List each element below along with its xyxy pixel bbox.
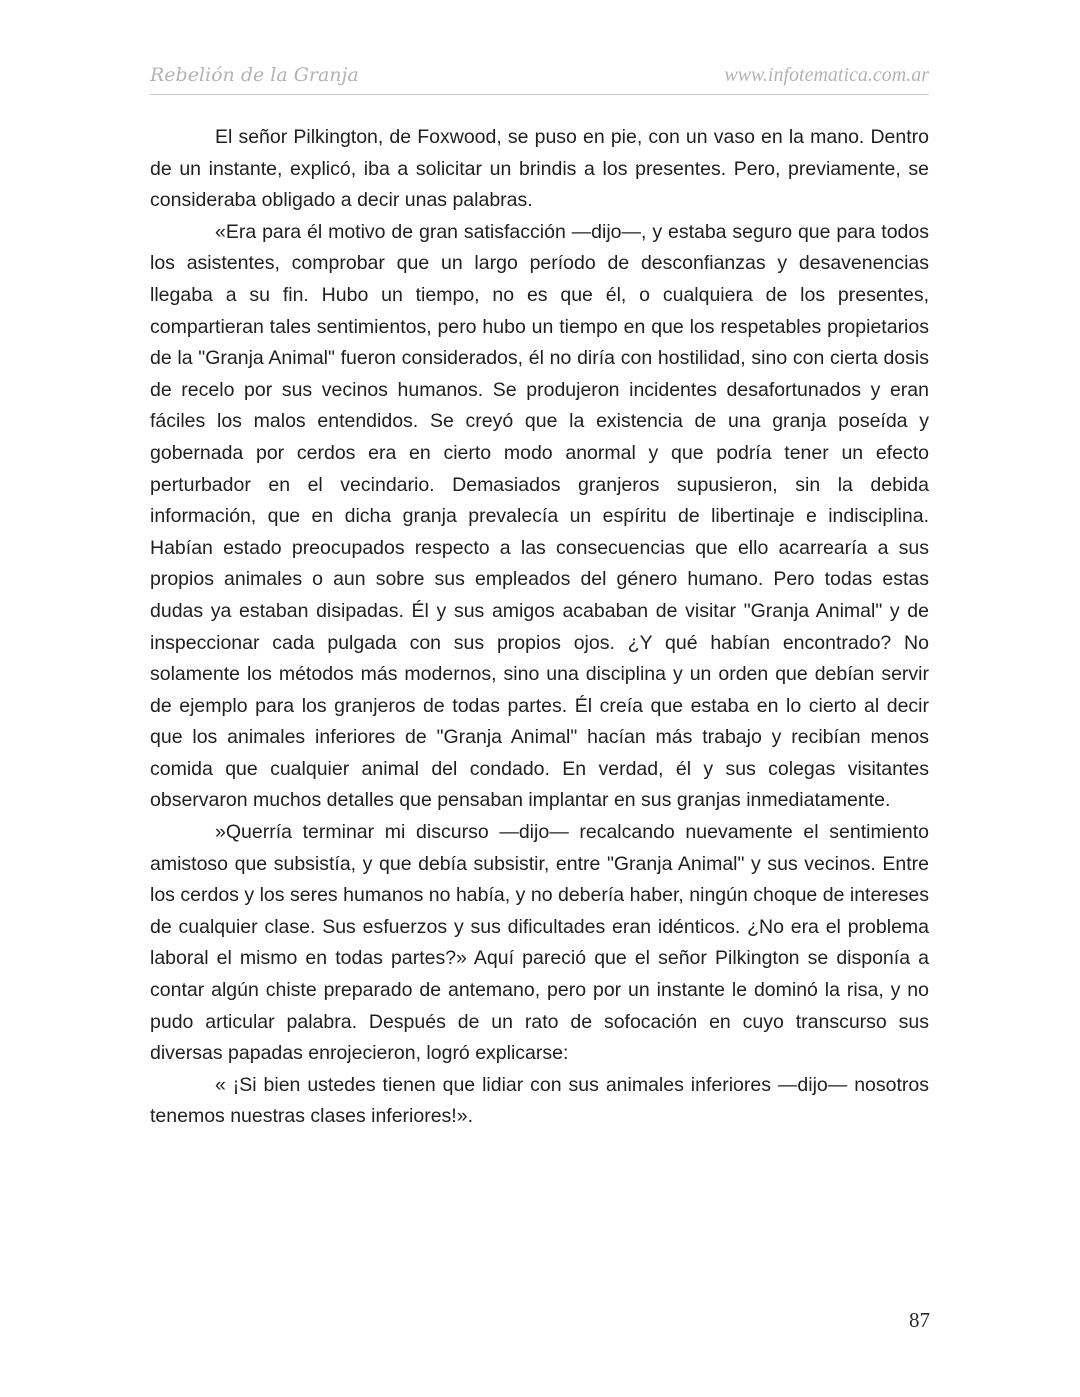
paragraph: «Era para él motivo de gran satisfacción —dijo—, y estaba seguro que para todos los asistentes, comprobar que un largo período de desconfianzas y desavenencias llegaba a su fin. Hubo un tiempo, no es que él, o cualquiera de los presentes, compartieran tales sentimientos, pero hubo un tiempo en que los respetables propietarios de la "Granja Animal" fueron considerados, él no diría con hostilidad, sino con cierta dosis de recelo por sus vecinos humanos. Se produjeron incidentes desafortunados y eran fáciles los malos entendidos. Se creyó que la existencia de una granja poseída y gobernada por cerdos era en cierto modo anormal y que podría tener un efecto perturbador en el vecindario. Demasiados granjeros supusieron, sin la debida información, que en dicha granja prevalecía un espíritu de libertinaje e indisciplina. Habían estado preocupados respecto a las consecuencias que ello acarrearía a sus propios animales o aun sobre sus empleados del género humano. Pero todas estas dudas ya estaban disipadas. Él y sus amigos acababan de visitar "Granja Animal" y de inspeccionar cada pulgada con sus propios ojos. ¿Y qué habían encontrado? No solamente los métodos más modernos, sino una disciplina y un orden que debían servir de ejemplo para los granjeros de todas partes. Él creía que estaba en lo cierto al decir que los animales inferiores de "Granja Animal" hacían más trabajo y recibían menos comida que cualquier animal del condado. En verdad, él y sus colegas visitantes observaron muchos detalles que pensaban implantar en sus granjas inmediatamente.: [150, 220, 929, 812]
page-number: 87: [909, 1308, 930, 1332]
paragraph: « ¡Si bien ustedes tienen que lidiar con sus animales inferiores —dijo— nosotros tenemos nuestras clases inferiores!».: [150, 1073, 929, 1128]
website-url[interactable]: www.infotematica.com.ar: [724, 64, 929, 86]
paragraph: El señor Pilkington, de Foxwood, se puso en pie, con un vaso en la mano. Dentro de un instante, explicó, iba a solicitar un brindis a los presentes. Pero, previamente, se consideraba obligado a decir unas palabras.: [150, 126, 929, 212]
page-header: [150, 62, 929, 95]
paragraph: »Querría terminar mi discurso —dijo— recalcando nuevamente el sentimiento amistoso que subsistía, y que debía subsistir, entre "Granja Animal" y sus vecinos. Entre los cerdos y los seres humanos no había, y no debería haber, ningún choque de intereses de cualquier clase. Sus esfuerzos y sus dificultades eran idénticos. ¿No era el problema laboral el mismo en todas partes?» Aquí pareció que el señor Pilkington se disponía a contar algún chiste preparado de antemano, pero por un instante le dominó la risa, y no pudo articular palabra. Después de un rato de sofocación en cuyo transcurso sus diversas papadas enrojecieron, logró explicarse:: [150, 821, 929, 1065]
book-title: Rebelión de la Granja: [150, 64, 359, 86]
body-text: [150, 122, 929, 1133]
